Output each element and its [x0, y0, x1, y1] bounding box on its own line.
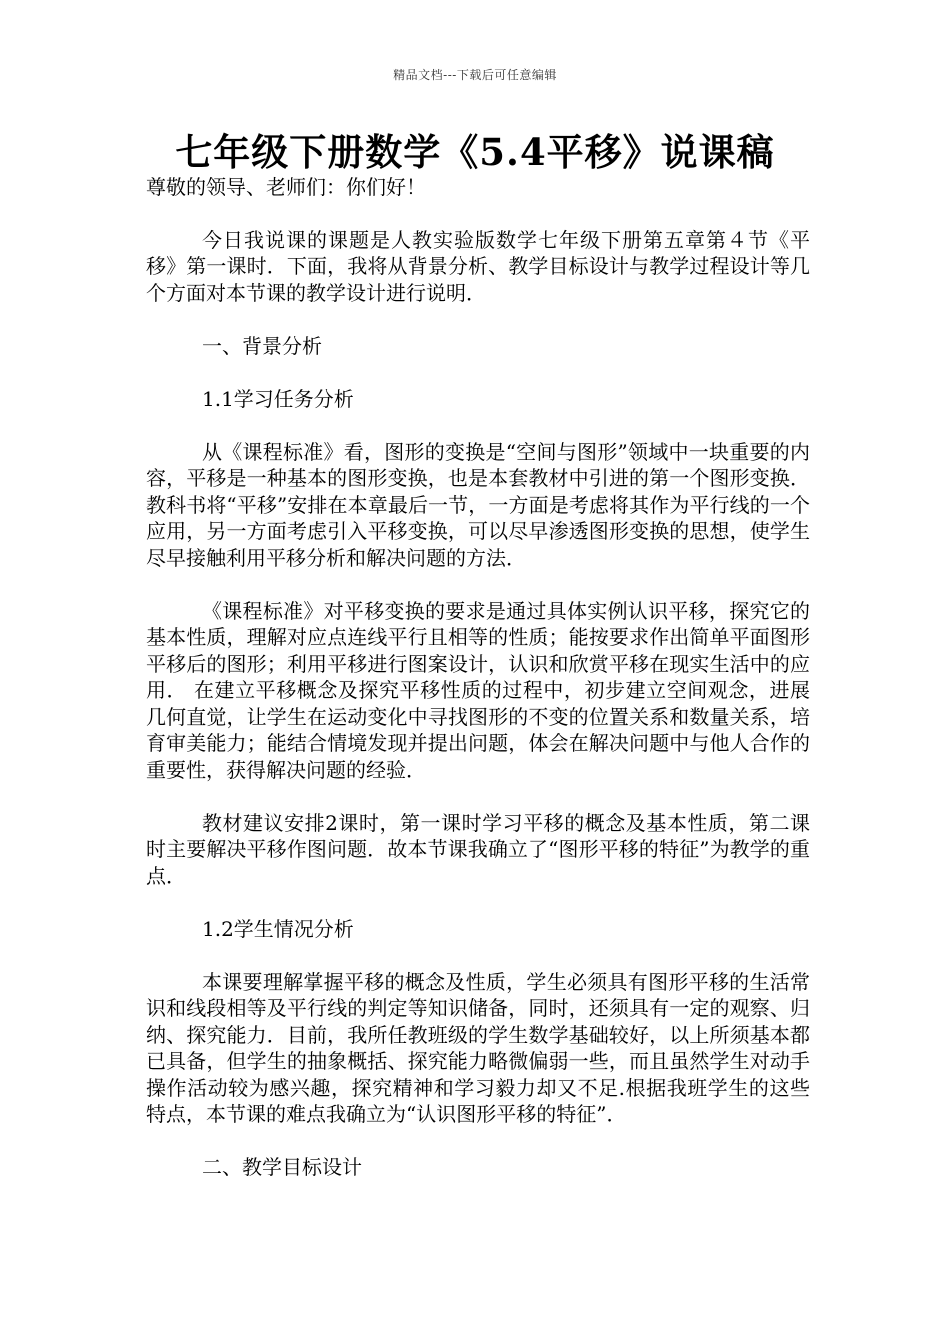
paragraph-schedule: 教材建议安排2课时，第一课时学习平移的概念及基本性质，第二课时主要解决平移作图问题．故本节课我确立了“图形平移的特征”为教学的重点． — [146, 810, 810, 888]
page-title: 七年级下册数学《5.4平移》说课稿 — [175, 130, 775, 174]
section-heading-background: 一、背景分析 — [202, 333, 322, 358]
header-note: 精品文档---下载后可任意编辑 — [393, 68, 557, 82]
paragraph-requirements: 《课程标准》对平移变换的要求是通过具体实例认识平移，探究它的基本性质，理解对应点连线平行且相等的性质；能按要求作出简单平面图形平移后的图形；利用平移进行图案设计，认识和欣赏平移在现实生活中的应用． 在建立平移概念及探究平移性质的过程中，初步建立空间观念，进展几何直觉，让学生在运动变化中寻找图形的不变的位置关系和数量关系，培育审美能力；能结合情境发现并提出问题，体会在解决问题中与他人合作的重要性，获得解决问题的经验． — [146, 598, 810, 782]
intro-paragraph: 今日我说课的课题是人教实验版数学七年级下册第五章第４节《平移》第一课时．下面，我将从背景分析、教学目标设计与教学过程设计等几个方面对本节课的教学设计进行说明． — [146, 227, 810, 305]
document-body — [146, 174, 810, 1207]
paragraph-curriculum: 从《课程标准》看，图形的变换是“空间与图形”领域中一块重要的内容，平移是一种基本的图形变换，也是本套教材中引进的第一个图形变换．教科书将“平移”安排在本章最后一节，一方面是考虑将其作为平行线的一个应用，另一方面考虑引入平移变换，可以尽早渗透图形变换的思想，使学生尽早接触利用平移分析和解决问题的方法． — [146, 439, 810, 570]
greeting: 尊敬的领导、老师们：你们好！ — [146, 175, 426, 199]
subsection-heading-task-analysis: 1.1学习任务分析 — [202, 386, 354, 411]
subsection-heading-student-analysis: 1.2学生情况分析 — [202, 916, 354, 941]
paragraph-students: 本课要理解掌握平移的概念及性质，学生必须具有图形平移的生活常识和线段相等及平行线的判定等知识储备，同时，还须具有一定的观察、归纳、探究能力．目前，我所任教班级的学生数学基础较好，以上所须基本都已具备，但学生的抽象概括、探究能力略微偏弱一些，而且虽然学生对动手操作活动较为感兴趣，探究精神和学习毅力却又不足.根据我班学生的这些特点，本节课的难点我确立为“认识图形平移的特征”． — [146, 969, 810, 1126]
section-heading-objectives: 二、教学目标设计 — [202, 1155, 362, 1179]
